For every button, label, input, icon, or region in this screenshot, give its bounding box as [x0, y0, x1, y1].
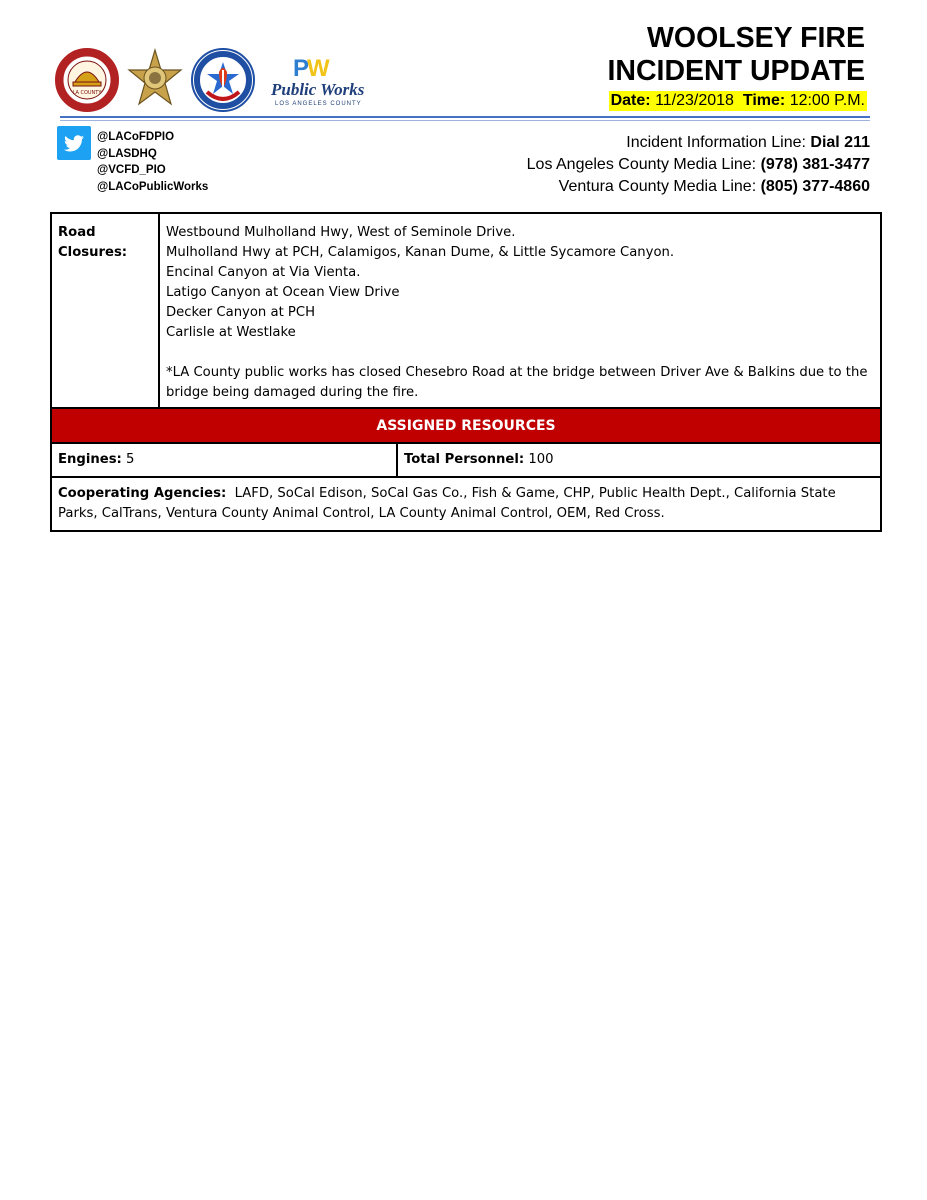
svg-text:LA COUNTY: LA COUNTY: [72, 90, 102, 96]
time-label: Time:: [742, 92, 786, 109]
road-closures-label-line-2: Closures:: [58, 245, 128, 260]
la-county-fire-seal: [55, 48, 119, 112]
road-closures-label-line-1: Road: [58, 225, 96, 240]
road-closures-list: [159, 213, 881, 408]
contact-value: Dial 211: [810, 134, 870, 151]
ventura-county-fire-seal: [191, 48, 255, 112]
header-divider-thin: [60, 120, 870, 121]
contact-lines: [527, 132, 870, 198]
closure-item: Decker Canyon at PCH: [166, 305, 316, 320]
engines-label: Engines:: [58, 452, 122, 467]
closure-item: Mulholland Hwy at PCH, Calamigos, Kanan Dume, & Little Sycamore Canyon.: [166, 245, 675, 260]
cooperating-agencies-cell: [51, 477, 881, 531]
closure-item: Encinal Canyon at Via Vienta.: [166, 265, 361, 280]
contact-la-media-line: [527, 154, 870, 176]
public-works-subtitle: LOS ANGELES COUNTY: [275, 101, 362, 107]
handle-vcfd-pio[interactable]: @VCFD_PIO: [97, 164, 166, 176]
closure-note: *LA County public works has closed Chesebro Road at the bridge between Driver Ave & Balkins due to the bridge being damaged during the fire.: [166, 365, 868, 400]
personnel-value: 100: [524, 452, 554, 467]
assigned-resources-header-row: [51, 408, 881, 443]
public-works-logo: [265, 50, 365, 110]
contact-label: Incident Information Line:: [626, 134, 811, 151]
road-closures-label: [51, 213, 159, 408]
closure-item: Carlisle at Westlake: [166, 325, 296, 340]
handle-lacopublicworks[interactable]: @LACoPublicWorks: [97, 180, 209, 193]
handle-lacofdpio[interactable]: @LACoFDPIO: [97, 131, 175, 143]
closure-item: Latigo Canyon at Ocean View Drive: [166, 285, 400, 300]
twitter-icon: [57, 126, 91, 160]
header-divider: [60, 116, 870, 118]
date-value: 11/23/2018: [655, 92, 734, 109]
document-title: [607, 22, 865, 88]
time-value: 12:00 P.M.: [789, 92, 865, 109]
engines-cell: [51, 443, 397, 477]
public-works-mark-p: P: [293, 55, 308, 82]
title-line-2: INCIDENT UPDATE: [607, 55, 865, 87]
agency-logos: [55, 48, 365, 112]
sheriff-star: [127, 48, 183, 112]
date-label: Date:: [610, 92, 651, 109]
cooperating-agencies-row: [51, 477, 881, 531]
contact-label: Ventura County Media Line:: [558, 178, 761, 195]
engines-value: 5: [121, 452, 135, 467]
resources-row: [51, 443, 881, 477]
closure-item: Westbound Mulholland Hwy, West of Seminole Drive.: [166, 225, 516, 240]
date-time-line: [609, 91, 867, 111]
incident-info-table: [50, 212, 882, 532]
personnel-cell: [397, 443, 881, 477]
public-works-mark-w: W: [307, 55, 328, 82]
title-line-1: WOOLSEY FIRE: [647, 22, 865, 54]
contact-incident-line: [527, 132, 870, 154]
social-handles: [97, 129, 208, 195]
assigned-resources-heading: ASSIGNED RESOURCES: [51, 408, 881, 443]
contact-value: (978) 381-3477: [760, 156, 870, 173]
contact-label: Los Angeles County Media Line:: [526, 156, 761, 173]
public-works-mark: [293, 55, 328, 83]
contact-value: (805) 377-4860: [760, 178, 870, 195]
cooperating-agencies-label: Cooperating Agencies:: [58, 486, 227, 501]
cooperating-agencies-value: LAFD, SoCal Edison, SoCal Gas Co., Fish & Game, CHP, Public Health Dept., California State Parks, CalTrans, Ventura County Animal Control, LA County Animal Control, OEM, Red Cross.: [58, 486, 840, 521]
contact-ventura-media-line: [527, 176, 870, 198]
personnel-label: Total Personnel:: [404, 452, 525, 467]
public-works-name: Public Works: [271, 80, 365, 99]
handle-lasdhq[interactable]: @LASDHQ: [97, 147, 157, 160]
road-closures-row: [51, 213, 881, 408]
